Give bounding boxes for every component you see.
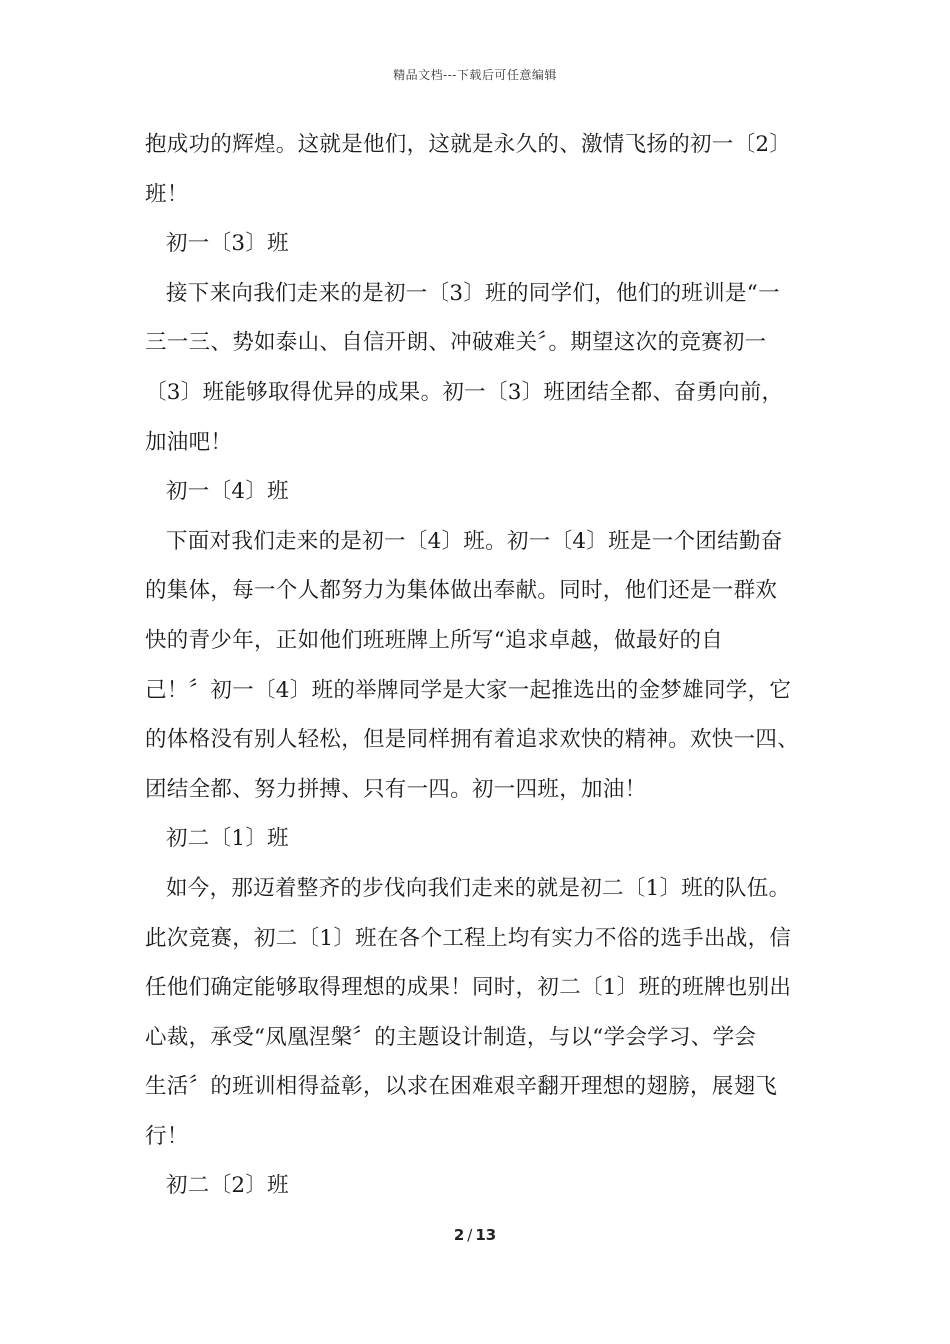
text-line: 心裁，承受“凤凰涅槃〞的主题设计制造，与以“学会学习、学会 — [145, 1024, 757, 1050]
text-line: 任他们确定能够取得理想的成果！同时，初二〔1〕班的班牌也别出 — [145, 975, 792, 1001]
page-number — [0, 1226, 950, 1244]
text-line: 加油吧！ — [145, 429, 233, 455]
total-pages: 13 — [475, 1226, 497, 1244]
page-separator: / — [467, 1226, 473, 1244]
text-line: 班！ — [145, 181, 189, 207]
text-line: 快的青少年，正如他们班班牌上所写“追求卓越，做最好的自 — [145, 627, 724, 653]
document-body — [145, 120, 835, 1211]
text-line: 如今，那迈着整齐的步伐向我们走来的就是初二〔1〕班的队伍。 — [166, 875, 791, 901]
text-line: 三一三、势如泰山、自信开朗、冲破难关〞。期望这次的竞赛初一 — [145, 330, 767, 356]
text-line: 生活〞的班训相得益彰，以求在困难艰辛翻开理想的翅膀，展翅飞 — [145, 1074, 778, 1100]
text-line: 行！ — [145, 1123, 189, 1149]
text-line: 的体格没有别人轻松，但是同样拥有着追求欢快的精神。欢快一四、 — [145, 727, 800, 753]
text-line: 接下来向我们走来的是初一〔3〕班的同学们，他们的班训是“一 — [166, 280, 780, 306]
text-line: 此次竞赛，初二〔1〕班在各个工程上均有实力不俗的选手出战，信 — [145, 925, 792, 951]
text-line: 团结全都、努力拼搏、只有一四。初一四班，加油！ — [145, 776, 647, 802]
section-heading: 初一〔4〕班 — [166, 479, 289, 505]
text-line: 下面对我们走来的是初一〔4〕班。初一〔4〕班是一个团结勤奋 — [166, 528, 783, 554]
text-line: 己！〞初一〔4〕班的举牌同学是大家一起推选出的金梦雄同学，它 — [145, 677, 792, 703]
current-page: 2 — [453, 1226, 465, 1244]
section-heading: 初一〔3〕班 — [166, 231, 289, 257]
text-line: 的集体，每一个人都努力为集体做出奉献。同时，他们还是一群欢 — [145, 578, 778, 604]
section-heading: 初二〔1〕班 — [166, 826, 289, 852]
text-line: 〔3〕班能够取得优异的成果。初一〔3〕班团结全都、奋勇向前， — [145, 379, 784, 405]
section-heading: 初二〔2〕班 — [166, 1173, 289, 1199]
text-line: 抱成功的辉煌。这就是他们，这就是永久的、激情飞扬的初一〔2〕 — [145, 132, 792, 157]
page-header: 精品文档---下载后可任意编辑 — [393, 68, 557, 82]
